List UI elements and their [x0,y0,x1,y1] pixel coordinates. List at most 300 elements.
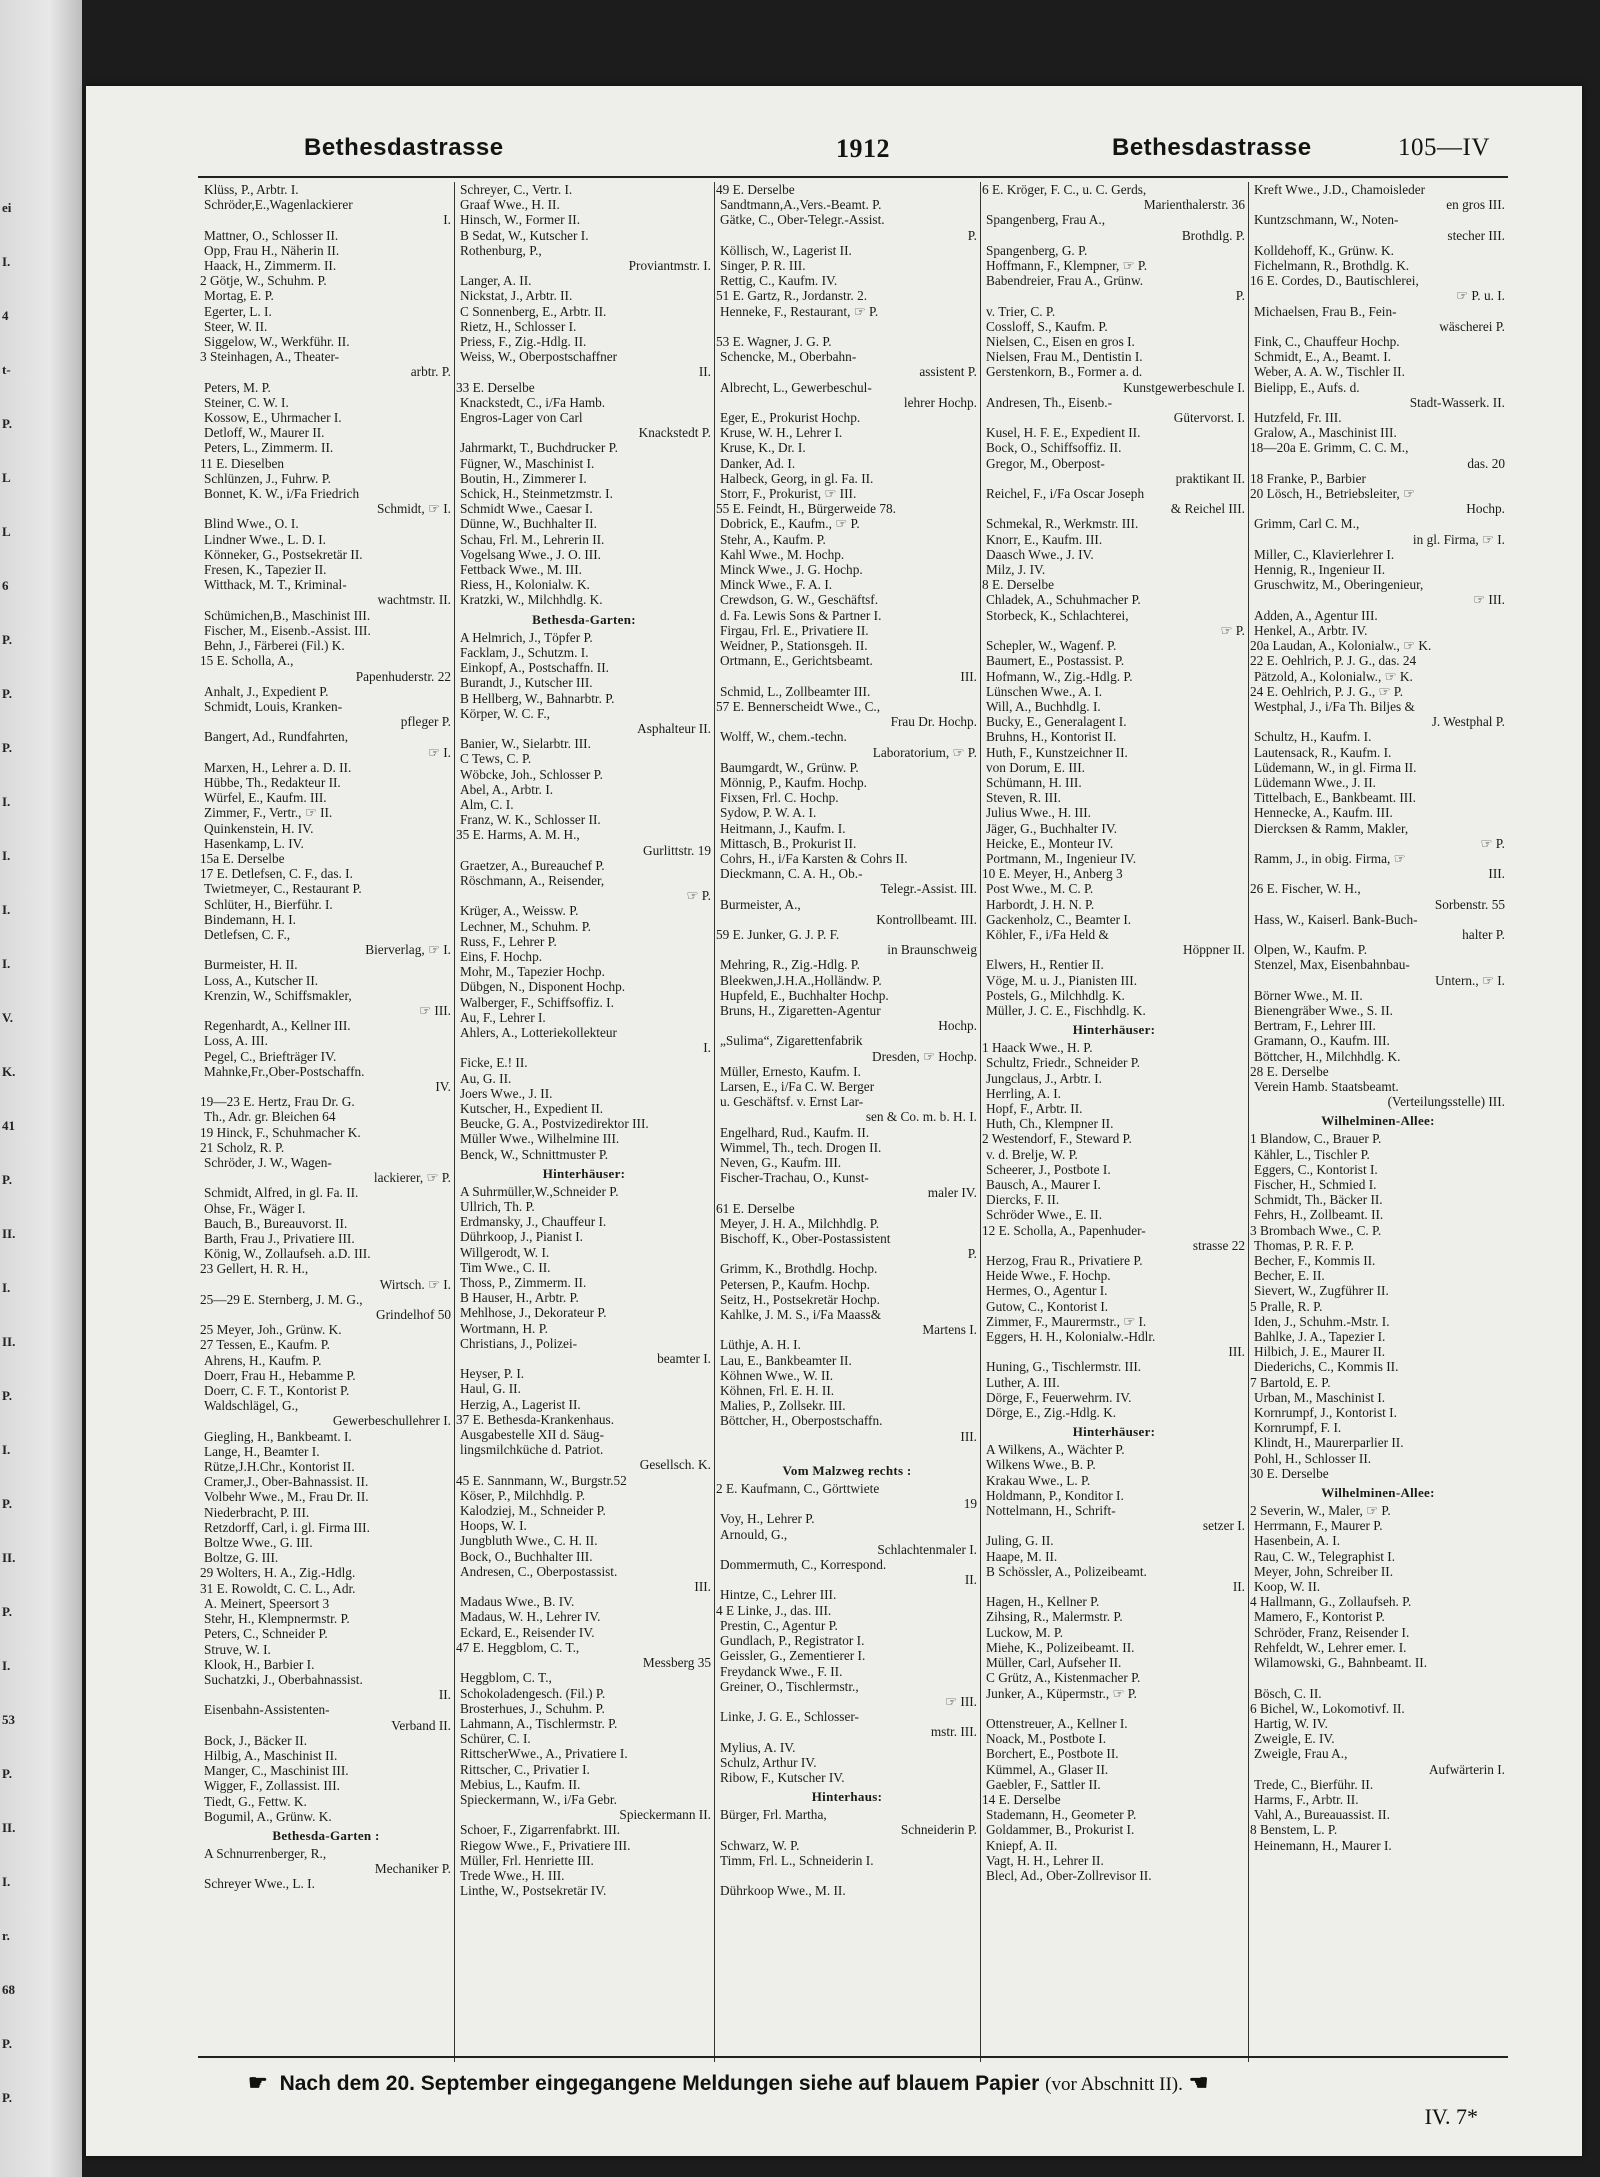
directory-page [86,86,1582,2156]
directory-entry: Huth, Ch., Klempner II. [986,1116,1114,1132]
directory-entry: Juling, G. II. [986,1533,1054,1549]
facing-page-fragment: P. [2,1496,12,1511]
directory-entry: assistent P. [919,364,977,380]
directory-entry: Egerter, L. I. [204,303,272,319]
directory-entry: Ottenstreuer, A., Kellner I. [986,1715,1128,1731]
directory-entry: Eins, F. Hochp. [460,948,543,964]
directory-entry: Krüger, A., Weissw. P. [460,903,579,919]
directory-entry: Brothdlg. P. [1181,227,1245,243]
directory-entry: Huning, G., Tischlermstr. III. [986,1359,1142,1375]
facing-page-fragment: I. [2,902,11,917]
directory-entry: Julius Wwe., H. III. [986,805,1092,821]
directory-entry: Scheerer, J., Postbote I. [986,1161,1111,1177]
directory-entry: Vagt, H. H., Lehrer II. [986,1852,1104,1868]
directory-entry: Gruschwitz, M., Oberingenieur, [1254,577,1424,593]
directory-entry: Schick, H., Steinmetzmstr. I. [460,486,613,502]
directory-entry: Müller Wwe., Wilhelmine III. [460,1131,620,1147]
directory-entry: Ficke, E.! II. [460,1055,528,1071]
directory-entry: Schümichen,B., Maschinist III. [204,607,371,623]
directory-entry: Schreyer Wwe., L. I. [204,1876,315,1892]
directory-entry: Joers Wwe., J. II. [460,1085,553,1101]
directory-entry: von Dorum, E. III. [986,759,1085,775]
directory-entry: Blind Wwe., O. I. [204,516,299,532]
directory-entry: das. 20 [1467,455,1505,471]
directory-entry: Messberg 35 [642,1655,711,1671]
directory-entry: Harbordt, J. H. N. P. [986,896,1095,912]
directory-entry: beamter I. [657,1351,711,1367]
directory-entry: v. d. Brelje, W. P. [986,1146,1078,1162]
directory-entry: Knackstedt, C., i/Fa Hamb. [460,394,606,410]
directory-entry: Zimmer, F., Vertr., ☞ II. [204,805,333,821]
directory-entry: Schultz, H., Kaufm. I. [1254,729,1372,745]
directory-entry: Schau, Frl. M., Lehrerin II. [460,531,605,547]
directory-entry: P. [1235,288,1245,304]
directory-entry: A Suhrmüller,W.,Schneider P. [460,1183,619,1199]
directory-entry: Hass, W., Kaiserl. Bank-Buch- [1254,911,1418,927]
directory-entry: 18—20a E. Grimm, C. C. M., [1250,440,1409,456]
directory-entry: 3 Brombach Wwe., C. P. [1250,1222,1382,1238]
directory-entry: Bösch, C. II. [1254,1685,1322,1701]
directory-entry: Körper, W. C. F., [460,705,551,721]
directory-entry: lackierer, ☞ P. [373,1170,451,1186]
facing-page-fragment: II. [2,1550,16,1565]
directory-entry: Henkel, A., Arbtr. IV. [1254,622,1368,638]
directory-entry: Eger, E., Prokurist Hochp. [720,410,861,426]
directory-entry: 20a Laudan, A., Kolonialw., ☞ K. [1250,638,1432,654]
section-subheading: Hinterhäuser: [1072,1022,1156,1038]
directory-entry: 7 Bartold, E. P. [1250,1374,1331,1390]
directory-entry: Neven, G., Kaufm. III. [720,1155,842,1170]
directory-entry: Schröder,E.,Wagenlackierer [204,197,353,213]
directory-entry: III. [960,1428,977,1444]
facing-page-fragment: P. [2,416,12,431]
directory-entry: 8 Benstem, L. P. [1250,1822,1338,1838]
facing-page-fragment: P. [2,1604,12,1619]
directory-entry: Stenzel, Max, Eisenbahnbau- [1254,957,1410,973]
directory-entry: Marxen, H., Lehrer a. D. II. [204,759,352,775]
directory-entry: Cohrs, H., i/Fa Karsten & Cohrs II. [720,850,908,866]
directory-entry: Opp, Frau H., Näherin II. [204,242,340,258]
directory-entry: Chladek, A., Schuhmacher P. [986,592,1141,608]
directory-entry: Hupfeld, E., Buchhalter Hochp. [720,987,889,1003]
header-street-right: Bethesdastrasse [1112,134,1312,161]
directory-entry: 21 Scholz, R. P. [200,1139,285,1155]
directory-entry: Bindemann, H. I. [204,911,296,927]
directory-entry: Bangert, Ad., Rundfahrten, [204,729,349,745]
directory-entry: Schmidt, Th., Bäcker II. [1254,1192,1383,1208]
directory-entry: Dobrick, E., Kaufm., ☞ P. [720,516,860,532]
facing-page-fragment: r. [2,1928,10,1943]
directory-entry: Babendreier, Frau A., Grünw. [986,273,1144,289]
directory-entry: III. [694,1579,711,1595]
facing-page-fragment: P. [2,1388,12,1403]
directory-entry: Doerr, C. F. T., Kontorist P. [204,1383,350,1399]
facing-page-fragment: P. [2,632,12,647]
directory-entry: Schultz, Friedr., Schneider P. [986,1055,1141,1071]
directory-entry: Urban, M., Maschinist I. [1254,1389,1386,1405]
directory-entry: Schmidt, ☞ I. [377,501,451,517]
directory-entry: 19—23 E. Hertz, Frau Dr. G. [200,1094,355,1110]
directory-entry: Loss, A., Kutscher II. [204,972,319,988]
directory-entry: J. Westphal P. [1431,714,1505,730]
directory-entry: Post Wwe., M. C. P. [986,881,1094,897]
directory-entry: Wigger, F., Zollassist. III. [204,1778,340,1794]
directory-entry: I. [443,212,451,228]
directory-entry: Graaf Wwe., H. II. [460,197,560,213]
directory-entry [714,319,980,334]
directory-entry: Blecl, Ad., Ober-Zollrevisor II. [986,1867,1152,1883]
facing-page-fragment: II. [2,1226,16,1241]
header-page-number: 105—IV [1398,134,1490,161]
directory-entry: Riess, H., Kolonialw. K. [460,577,590,593]
directory-entry: Goldammer, B., Prokurist I. [986,1822,1135,1838]
directory-entry: Schmekal, R., Werkmstr. III. [986,516,1139,532]
footer-notice-paren: (vor Abschnitt II). [1045,2074,1183,2095]
directory-entry: Fixsen, Frl. C. Hochp. [720,790,839,806]
directory-entry: Knorr, E., Kaufm. III. [986,531,1103,547]
directory-entry: Reichel, F., i/Fa Oscar Joseph [986,486,1145,502]
directory-entry: Stademann, H., Geometer P. [986,1807,1137,1823]
directory-entry: 25—29 E. Sternberg, J. M. G., [200,1291,363,1307]
directory-entry: Diercksen & Ramm, Makler, [1254,820,1409,836]
directory-entry: Storr, F., Prokurist, ☞ III. [720,486,857,502]
directory-entry: Laboratorium, ☞ P. [872,744,977,760]
directory-entry: 27 Tessen, E., Kaufm. P. [200,1337,330,1353]
directory-entry: Schwarz, W. P. [720,1837,800,1853]
footer-notice-text: Nach dem 20. September eingegangene Meldungen siehe auf blauem Papier [279,2072,1040,2095]
directory-entry: II. [438,1687,451,1703]
facing-page-fragment: 68 [2,1982,15,1997]
directory-entry: Lindner Wwe., L. D. I. [204,531,326,547]
directory-entry: Sydow, P. W. A. I. [720,805,817,821]
directory-entry: Ribow, F., Kutscher IV. [720,1769,845,1785]
directory-entry: Sandtmann,A.,Vers.-Beamt. P. [720,197,882,213]
directory-entry: 28 E. Derselbe [1250,1063,1329,1079]
directory-entry: Schmidt, Alfred, in gl. Fa. II. [204,1185,359,1201]
directory-entry: 5 Pralle, R. P. [1250,1298,1323,1314]
header-street-left: Bethesdastrasse [304,134,504,161]
directory-entry: Jahrmarkt, T., Buchdrucker P. [460,440,618,456]
directory-entry: sen & Co. m. b. H. I. [865,1109,977,1125]
directory-entry: Nielsen, Frau M., Dentistin I. [986,349,1143,365]
directory-entry: Wortmann, H. P. [460,1320,548,1336]
directory-entry: Harms, F., Arbtr. II. [1254,1791,1359,1807]
directory-entry: strasse 22 [1192,1237,1245,1253]
facing-page-fragment: I. [2,794,11,809]
directory-entry: Peters, L., Zimmerm. II. [204,440,334,456]
directory-entry: Lau, E., Bankbeamter II. [720,1352,852,1368]
directory-entry: Marienthalerstr. 36 [1143,197,1245,213]
directory-entry: König, W., Zollaufseh. a.D. III. [204,1246,371,1262]
directory-entry: Kalodziej, M., Schneider P. [460,1503,606,1519]
directory-entry: Au, F., Lehrer I. [460,1009,546,1025]
directory-entry: Ullrich, Th. P. [460,1199,535,1214]
directory-entry: Volbehr Wwe., M., Frau Dr. II. [204,1489,369,1505]
pointing-hand-icon: ☚ [1188,2070,1209,2095]
directory-entry: 19 [963,1496,977,1512]
directory-entry: 1 Blandow, C., Brauer P. [1250,1131,1382,1147]
directory-entry: Andresen, Th., Eisenb.- [986,394,1113,410]
directory-entry: Pohl, H., Schlosser II. [1254,1450,1372,1466]
directory-entry: Lechner, M., Schuhm. P. [460,918,591,934]
directory-entry: Würfel, E., Kaufm. III. [204,790,327,806]
directory-entry: ☞ P. [1220,622,1245,638]
directory-entry: Hermes, O., Agentur I. [986,1283,1108,1299]
directory-entry: Miehe, K., Polizeibeamt. II. [986,1639,1135,1655]
directory-entry: Kutscher, H., Expedient II. [460,1100,604,1116]
directory-entry: wachtmstr. II. [377,592,451,608]
directory-entry: Borchert, E., Postbote II. [986,1746,1119,1762]
directory-entry: Abel, A., Arbtr. I. [460,781,554,797]
directory-entry: Witthack, M. T., Kriminal- [204,577,347,593]
directory-entry: Detlefsen, C. F., [204,926,291,942]
directory-entry: Bausch, A., Maurer I. [986,1177,1101,1192]
directory-entry: Becher, F., Kommis II. [1254,1253,1376,1269]
directory-entry: Erdmansky, J., Chauffeur I. [460,1214,607,1230]
directory-entry: „Sulima“, Zigarettenfabrik [720,1033,863,1049]
directory-entry: Elwers, H., Rentier II. [986,957,1104,973]
directory-entry: Köhnen, Frl. E. H. II. [720,1383,835,1399]
directory-entry: en gros III. [1446,197,1505,213]
directory-entry: Luckow, M. P. [986,1624,1064,1640]
section-subheading: Vom Malzweg rechts : [782,1463,912,1479]
directory-entry: 47 E. Heggblom, C. T., [456,1639,580,1655]
directory-entry: Nottelmann, H., Schrift- [986,1503,1116,1519]
directory-entry: lehrer Hochp. [903,394,977,410]
directory-entry: Vahl, A., Bureauassist. II. [1254,1807,1390,1823]
directory-entry: Spieckermann, W., i/Fa Gebr. [460,1791,617,1807]
directory-entry: Kruse, K., Dr. I. [720,440,806,456]
directory-entry: Brosterhues, J., Schuhm. P. [460,1700,605,1716]
directory-entry: Schencke, M., Oberbahn- [720,349,857,365]
directory-entry: Bucky, E., Generalagent I. [986,714,1127,730]
directory-entry: Behn, J., Färberei (Fil.) K. [204,638,345,654]
directory-entry: Halbeck, Georg, in gl. Fa. II. [720,470,874,486]
directory-entry: Mebius, L., Kaufm. II. [460,1776,581,1792]
directory-entry: 37 E. Bethesda-Krankenhaus. [456,1411,615,1427]
directory-entry: 15 E. Scholla, A., [200,653,294,669]
directory-entry: Barth, Frau J., Privatiere III. [204,1231,355,1247]
directory-entry: Doerr, Frau H., Hebamme P. [204,1367,356,1383]
directory-entry: Rittscher, C., Privatier I. [460,1761,590,1777]
directory-entry: Dörge, F., Feuerwehrm. IV. [986,1389,1132,1405]
directory-entry: Boltze Wwe., G. III. [204,1535,313,1551]
directory-entry: Mehlhose, J., Dekorateur P. [460,1305,607,1321]
directory-entry: Wilamowski, G., Bahnbeamt. II. [1254,1655,1428,1671]
directory-entry: A Wilkens, A., Wächter P. [986,1442,1125,1458]
directory-entry: Klindt, H., Maurerparlier II. [1254,1435,1404,1451]
directory-entry: Alm, C. I. [460,796,514,812]
directory-entry: Wimmel, Th., tech. Drogen II. [720,1139,882,1155]
directory-entry: 12 E. Scholla, A., Papenhuder- [982,1222,1146,1238]
directory-entry: Kusel, H. F. E., Expedient II. [986,425,1141,441]
directory-entry: Retzdorff, Carl, i. gl. Firma III. [204,1519,370,1535]
directory-entry: Priess, F., Zig.-Hdlg. II. [460,334,587,350]
directory-entry: Hoops, W. I. [460,1518,527,1534]
directory-entry: Kuntzschmann, W., Noten- [1254,212,1399,228]
facing-page-fragment: 53 [2,1712,15,1727]
directory-entry: Schoer, F., Zigarrenfabrkt. III. [460,1822,621,1838]
directory-entry: Diederichs, C., Kommis II. [1254,1359,1399,1375]
directory-entry: Rietz, H., Schlosser I. [460,318,577,334]
directory-entry: Burandt, J., Kutscher III. [460,675,593,691]
directory-entry: Dieckmann, C. A. H., Ob.- [720,866,863,882]
directory-entry: 6 E. Kröger, F. C., u. C. Gerds, [982,182,1147,197]
page-code: IV. 7* [1424,2104,1478,2129]
facing-page-fragment: I. [2,956,11,971]
directory-entry: Jäger, G., Buchhalter IV. [986,820,1118,836]
directory-entry: in Braunschweig [887,942,977,958]
directory-entry: Gralow, A., Maschinist III. [1254,425,1397,441]
directory-entry: Jungbluth Wwe., C. H. II. [460,1533,598,1549]
directory-entry: 3 Steinhagen, A., Theater- [200,349,340,365]
directory-entry: Krakau Wwe., L. P. [986,1472,1091,1488]
directory-entry: 23 Gellert, H. R. H., [200,1261,309,1277]
directory-entry: Cossloff, S., Kaufm. P. [986,318,1108,334]
directory-entry: 59 E. Junker, G. J. P. F. [716,926,840,942]
directory-entry: Engros-Lager von Carl [460,410,583,426]
directory-entry: Diercks, F. II. [986,1192,1060,1208]
directory-entry: mstr. III. [930,1724,977,1740]
directory-entry: III. [1488,866,1505,882]
directory-entry: Lüthje, A. H. I. [720,1337,801,1353]
directory-entry: ☞ P. [1480,835,1505,851]
directory-entry: Stehr, A., Kaufm. P. [720,531,826,547]
directory-entry: Bielipp, E., Aufs. d. [1254,379,1360,395]
directory-entry: Anhalt, J., Expedient P. [204,683,329,699]
directory-entry: C Grütz, A., Kistenmacher P. [986,1670,1141,1686]
directory-entry: Minck Wwe., J. G. Hochp. [720,562,863,578]
directory-entry: Schröder, Franz, Reisender I. [1254,1624,1410,1640]
column-3 [714,182,981,2062]
directory-entry: Trede Wwe., H. III. [460,1867,565,1883]
section-subheading: Bethesda-Garten: [532,611,636,627]
directory-entry: B Schössler, A., Polizeibeamt. [986,1563,1147,1579]
directory-entry: Papenhuderstr. 22 [355,668,451,684]
directory-entry: Meyer, John, Schreiber II. [1254,1563,1394,1579]
directory-entry: Madaus, W. H., Lehrer IV. [460,1609,601,1625]
directory-entry: halter P. [1462,926,1505,942]
column-4 [980,182,1249,2062]
column-5 [1248,182,1508,2062]
directory-entry: Becher, E. II. [1254,1268,1325,1284]
directory-entry: 55 E. Feindt, H., Bürgerweide 78. [716,501,896,517]
directory-entry: Benck, W., Schnittmuster P. [460,1146,609,1162]
directory-entry: Baumgardt, W., Grünw. P. [720,759,859,775]
directory-entry: 6 Bichel, W., Lokomotivf. II. [1250,1700,1405,1716]
directory-entry: 20 Lösch, H., Betriebsleiter, ☞ [1250,486,1416,502]
directory-entry: Schümann, H. III. [986,774,1082,790]
directory-entry: Mahnke,Fr.,Ober-Postschaffn. [204,1063,365,1079]
directory-entry: Schlünzen, J., Fuhrw. P. [204,470,331,486]
directory-entry: Fehrs, H., Zollbeamt. II. [1254,1207,1384,1223]
directory-entry: Fischer, H., Schmied I. [1254,1177,1377,1192]
directory-entry: Börner Wwe., M. II. [1254,987,1363,1003]
section-subheading: Hinterhäuser: [542,1165,626,1181]
directory-entry: ☞ P. [686,888,711,904]
directory-entry: Jungclaus, J., Arbtr. I. [986,1070,1102,1086]
facing-page-fragment: V. [2,1010,13,1025]
directory-entry: Tim Wwe., C. II. [460,1259,551,1275]
directory-entry: Gesellsch. K. [639,1457,711,1473]
directory-entry: Proviantmstr. I. [628,258,711,274]
directory-entry: Böttcher, H., Oberpostschaffn. [720,1413,883,1429]
directory-entry: Dünne, W., Buchhalter II. [460,516,598,532]
facing-page-fragment: 41 [2,1118,15,1133]
directory-entry: Untern., ☞ I. [1435,972,1505,988]
directory-entry: Hennecke, A., Kaufm. III. [1254,805,1393,821]
directory-entry: Tiedt, G., Fettw. K. [204,1793,307,1809]
directory-entry: 29 Wolters, H. A., Zig.-Hdlg. [200,1565,356,1581]
directory-entry: Hopf, F., Arbtr. II. [986,1100,1083,1116]
facing-page-fragment: II. [2,1820,16,1835]
facing-page-fragment: II. [2,1334,16,1349]
directory-entry: Luther, A. III. [986,1374,1060,1390]
directory-entry: Hasenkamp, L. IV. [204,835,304,851]
directory-entry: Weiss, W., Oberpostschaffner [460,349,618,365]
directory-entry: Dörge, E., Zig.-Hdlg. K. [986,1405,1117,1421]
directory-entry: Huth, F., Kunstzeichner II. [986,744,1128,760]
directory-entry: Martens I. [922,1322,977,1338]
directory-entry: Postels, G., Milchhdlg. K. [986,987,1125,1003]
directory-entry: Schneiderin P. [900,1822,977,1838]
directory-entry: Heyser, P. I. [460,1366,525,1382]
directory-entry: Freydanck Wwe., F. II. [720,1663,843,1679]
directory-entry: Bonnet, K. W., i/Fa Friedrich [204,486,360,502]
directory-entry: Gütervorst. I. [1173,410,1245,426]
facing-page-fragment: P. [2,2036,12,2051]
directory-entry: Telegr.-Assist. III. [880,881,977,897]
directory-entry: 26 E. Fischer, W. H., [1250,881,1361,897]
directory-entry: d. Fa. Lewis Sons & Partner I. [720,607,882,623]
directory-entry: Hilbig, A., Maschinist II. [204,1747,338,1763]
directory-entry: Kontrollbeamt. III. [876,911,977,927]
directory-entry: Zweigle, Frau A., [1254,1746,1348,1762]
directory-entry: IV. [435,1078,451,1094]
directory-entry: Lünschen Wwe., A. I. [986,683,1103,699]
directory-entry: Junker, A., Küpermstr., ☞ P. [986,1685,1138,1701]
directory-entry: Schepler, W., Wagenf. P. [986,638,1117,654]
directory-entry: Heicke, E., Monteur IV. [986,835,1114,851]
directory-entry: Herrmann, F., Maurer P. [1254,1518,1383,1534]
directory-entry: Au, G. II. [460,1070,512,1086]
directory-entry: P. [967,227,977,243]
directory-entry: Lange, H., Beamter I. [204,1443,320,1459]
directory-entry: Stadt-Wasserk. II. [1409,394,1505,410]
facing-page-fragment: t- [2,362,11,377]
directory-entry: Franz, W. K., Schlosser II. [460,812,601,828]
directory-entry: Herzog, Frau R., Privatiere P. [986,1253,1143,1269]
directory-entry: Adden, A., Agentur III. [1254,607,1378,623]
directory-entry: Noack, M., Postbote I. [986,1731,1107,1747]
directory-entry: Schlachtenmaler I. [877,1541,977,1557]
directory-entry: Kniepf, A. II. [986,1837,1058,1853]
directory-entry: Grimm, K., Brothdlg. Hochp. [720,1261,878,1277]
directory-entry: Gätke, C., Ober-Telegr.-Assist. [720,212,885,228]
directory-entry: Gundlach, P., Registrator I. [720,1633,865,1649]
directory-entry: Eisenbahn-Assistenten- [204,1702,330,1718]
directory-entry: Struve, W. I. [204,1641,271,1657]
directory-entry: Hochp. [1466,501,1505,517]
directory-entry: A Helmrich, J., Töpfer P. [460,629,593,645]
directory-entry: Mortag, E. P. [204,288,274,304]
directory-entry: Grimm, Carl C. M., [1254,516,1360,532]
directory-entry: Steer, W. II. [204,318,268,334]
directory-entry: Herrling, A. I. [986,1085,1061,1101]
directory-entry: Dührkoop Wwe., M. II. [720,1883,846,1899]
directory-entry: Schröder, J. W., Wagen- [204,1155,332,1170]
facing-page-fragment: I. [2,254,11,269]
